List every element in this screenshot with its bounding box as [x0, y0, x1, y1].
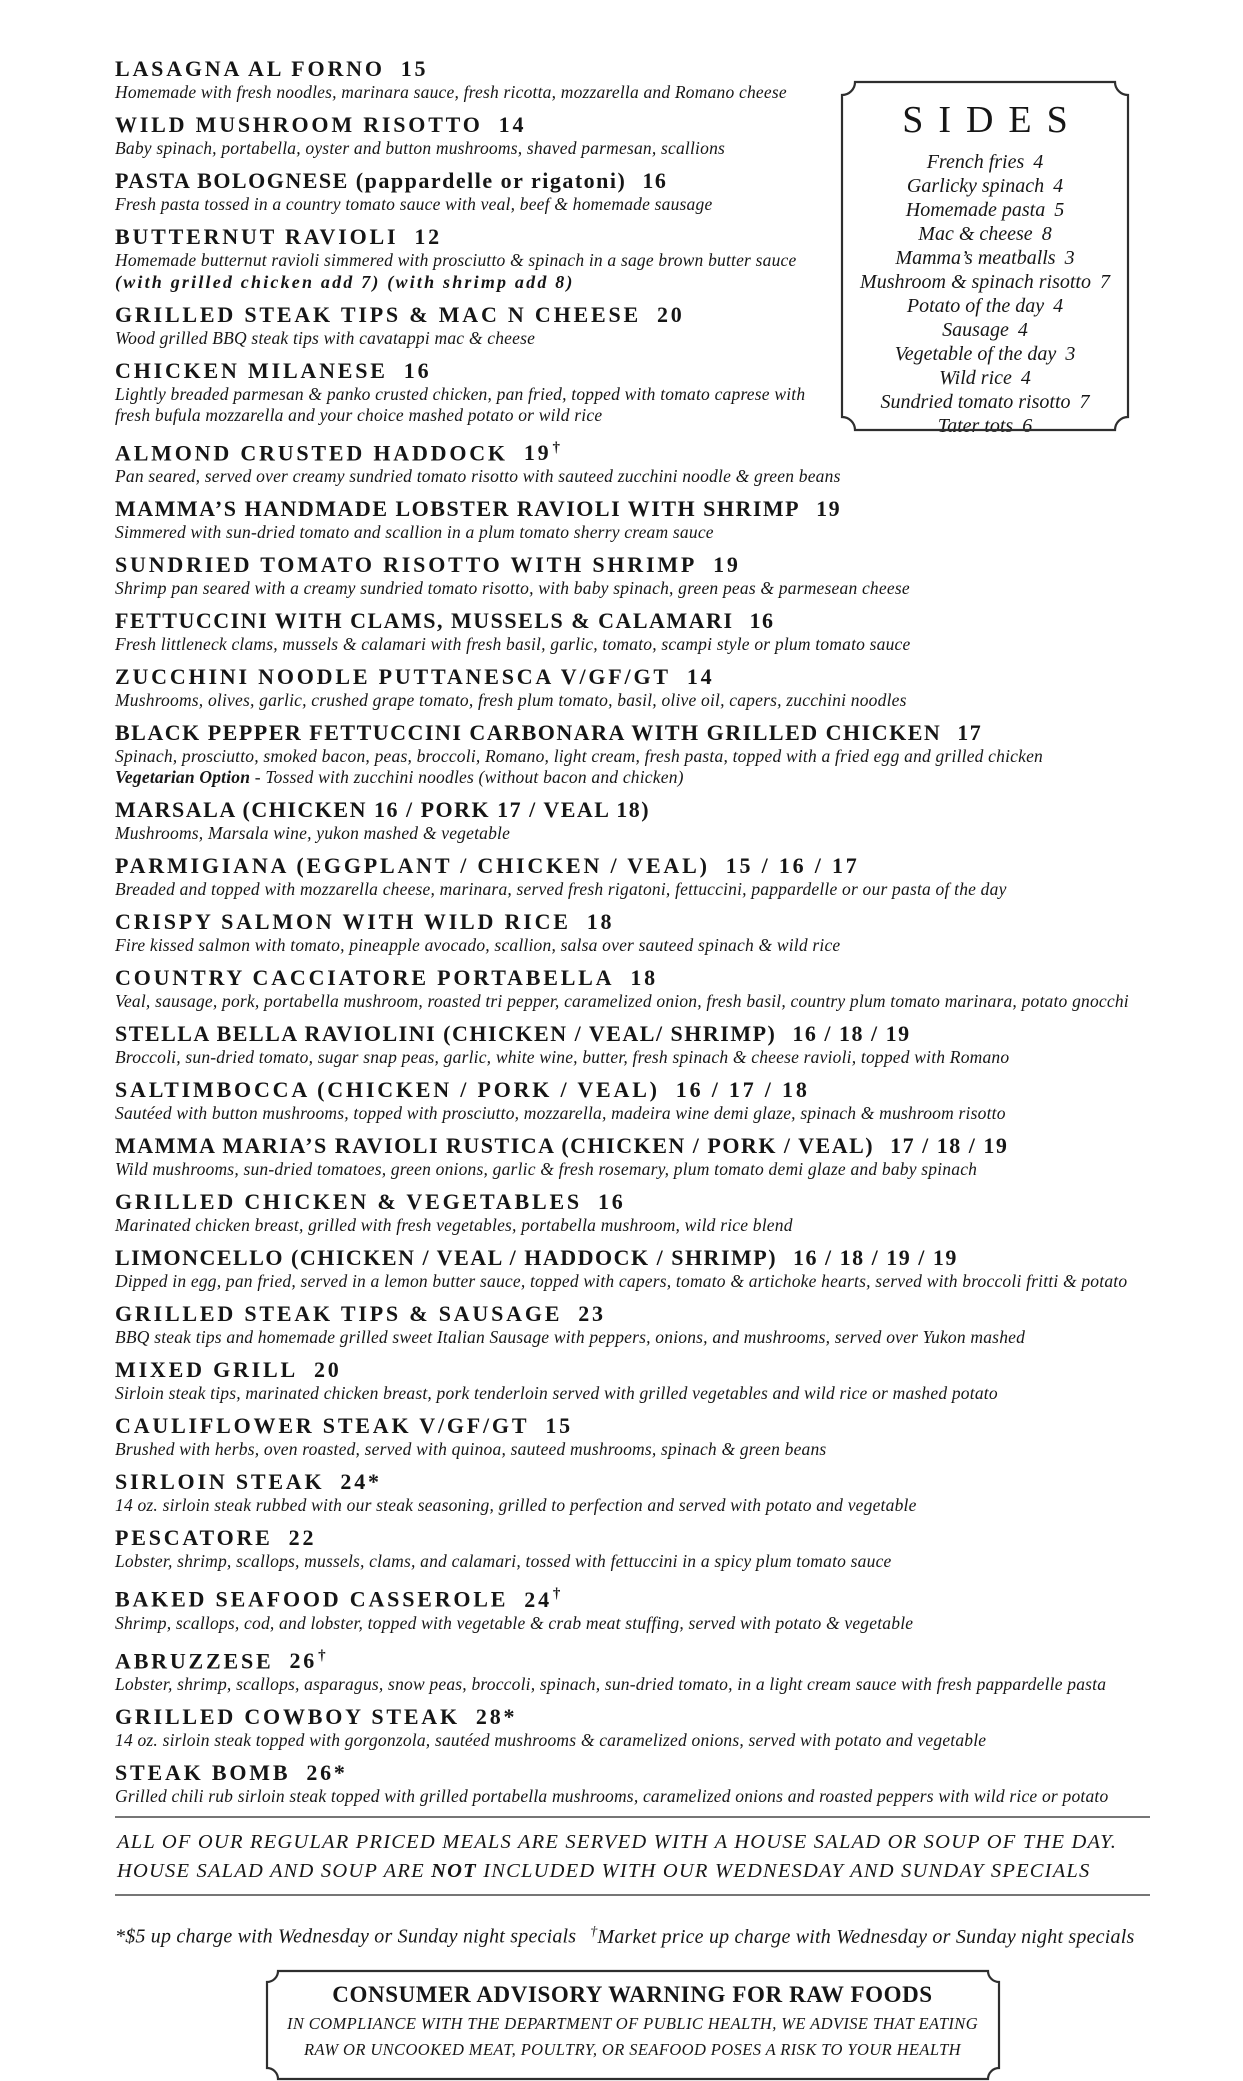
- item-name: LIMONCELLO (CHICKEN / VEAL / HADDOCK / SHRIMP): [115, 1245, 778, 1271]
- policy-line-1: ALL OF OUR REGULAR PRICED MEALS ARE SERVED WITH A HOUSE SALAD OR SOUP OF THE DAY.: [117, 1830, 1118, 1853]
- side-label: Homemade pasta: [905, 199, 1046, 221]
- side-label: Sundried tomato risotto: [880, 391, 1071, 413]
- item-price: 16: [642, 168, 668, 193]
- item-price: 15: [545, 1413, 573, 1439]
- menu-item: [115, 720, 1150, 788]
- item-name-price: [115, 358, 1150, 384]
- item-name-price: [115, 1704, 1150, 1730]
- item-name: CHICKEN MILANESE: [115, 358, 388, 383]
- item-description: Breaded and topped with mozzarella cheese, marinara, served fresh rigatoni, fettuccini, pappardelle or our pasta of the day: [115, 879, 1007, 900]
- side-label: Mac & cheese: [918, 223, 1033, 245]
- item-name: MIXED GRILL: [115, 1357, 298, 1383]
- side-price: 4: [1053, 295, 1064, 317]
- menu-item: [115, 302, 1150, 349]
- menu-item: [115, 552, 1150, 599]
- item-description: Broccoli, sun-dried tomato, sugar snap peas, garlic, white wine, butter, fresh spinach & cheese ravioli, topped with Romano: [115, 1047, 1010, 1068]
- side-price: 4: [1020, 367, 1031, 389]
- sides-title: SIDES: [902, 99, 1083, 141]
- side-label: Potato of the day: [906, 295, 1045, 317]
- item-name: SIRLOIN STEAK: [115, 1469, 325, 1495]
- menu-item: [115, 1760, 1150, 1807]
- policy-not-bold: NOT: [431, 1859, 477, 1882]
- policy-line-2: HOUSE SALAD AND SOUP ARE NOT INCLUDED WITH OUR WEDNESDAY AND SUNDAY SPECIALS: [117, 1859, 1091, 1882]
- item-description: Mushrooms, olives, garlic, crushed grape tomato, fresh plum tomato, basil, olive oil, capers, zucchini noodles: [115, 690, 907, 711]
- menu-item: [115, 965, 1150, 1012]
- item-description: Wood grilled BBQ steak tips with cavatappi mac & cheese: [115, 328, 536, 348]
- item-price: 17 / 18 / 19: [890, 1133, 1009, 1159]
- menu-item: [115, 1133, 1150, 1180]
- dagger-mark: †: [590, 1923, 598, 1939]
- item-price: 12: [414, 224, 442, 249]
- item-description: Fire kissed salmon with tomato, pineapple avocado, scallion, salsa over sauteed spinach & wild rice: [115, 935, 841, 956]
- menu-item: [115, 1021, 1150, 1068]
- item-name: PARMIGIANA (EGGPLANT / CHICKEN / VEAL): [115, 853, 710, 879]
- item-name: CAULIFLOWER STEAK V/GF/GT: [115, 1413, 530, 1439]
- menu-item: [115, 1189, 1150, 1236]
- side-label: Wild rice: [939, 367, 1012, 389]
- item-name-price: [115, 1133, 1150, 1159]
- menu-item: [115, 853, 1150, 900]
- item-description: Simmered with sun-dried tomato and scallion in a plum tomato sherry cream sauce: [115, 522, 714, 543]
- item-name-price: [115, 1525, 1150, 1551]
- item-name: WILD MUSHROOM RISOTTO: [115, 112, 483, 137]
- menu-item: [115, 358, 1150, 426]
- item-name-price: [115, 435, 1150, 466]
- menu-item: [115, 1581, 1150, 1633]
- item-price: 20: [314, 1357, 342, 1383]
- menu-item: [115, 608, 1150, 655]
- side-label: Vegetable of the day: [894, 343, 1057, 365]
- menu-item: [115, 1525, 1150, 1572]
- menu-item: [115, 112, 1150, 159]
- item-description: Lobster, shrimp, scallops, mussels, clams, and calamari, tossed with fettuccini in a spicy plum tomato sauce: [115, 1551, 892, 1572]
- item-description: Homemade butternut ravioli simmered with prosciutto & spinach in a sage brown butter sauce: [115, 250, 797, 270]
- item-name: BUTTERNUT RAVIOLI: [115, 224, 399, 249]
- item-description: Lobster, shrimp, scallops, asparagus, snow peas, broccoli, spinach, sun-dried tomato, in a light cream sauce with fresh pappardelle pasta: [115, 1673, 1107, 1694]
- side-price: 6: [1022, 415, 1033, 437]
- item-addon-note: (with grilled chicken add 7) (with shrimp add 8): [115, 272, 575, 292]
- item-name: PASTA BOLOGNESE (pappardelle or rigatoni): [115, 168, 627, 193]
- item-price: 26: [289, 1647, 318, 1673]
- item-price: 24: [524, 1586, 552, 1612]
- item-description: Shrimp, scallops, cod, and lobster, topped with vegetable & crab meat stuffing, served with potato & vegetable: [115, 1612, 914, 1633]
- menu-item: [115, 909, 1150, 956]
- item-price: 14: [686, 664, 715, 690]
- item-description: Fresh pasta tossed in a country tomato sauce with veal, beef & homemade sausage: [115, 194, 713, 214]
- item-price: 20: [656, 302, 685, 327]
- item-price: 22: [288, 1525, 317, 1551]
- upcharge-footnote: [115, 1920, 1150, 1949]
- item-name: FETTUCCINI WITH CLAMS, MUSSELS & CALAMARI: [115, 608, 734, 634]
- item-price: 16 / 18 / 19 / 19: [793, 1245, 958, 1271]
- advisory-box: [265, 1969, 1001, 2081]
- menu-main-column: [115, 56, 1150, 2081]
- item-name-price: [115, 1643, 1150, 1674]
- menu-item: [115, 1469, 1150, 1516]
- item-description: 14 oz. sirloin steak rubbed with our steak seasoning, grilled to perfection and served with potato and vegetable: [115, 1495, 917, 1516]
- item-description: Mushrooms, Marsala wine, yukon mashed & vegetable: [115, 823, 511, 844]
- item-name-price: [115, 965, 1150, 991]
- side-price: 3: [1064, 247, 1075, 269]
- item-price: 28*: [475, 1703, 518, 1729]
- item-name: MAMMA MARIA’S RAVIOLI RUSTICA (CHICKEN / PORK / VEAL): [115, 1133, 875, 1159]
- item-name-price: [115, 720, 1150, 746]
- advisory-line-1: IN COMPLIANCE WITH THE DEPARTMENT OF PUBLIC HEALTH, WE ADVISE THAT EATING: [286, 2013, 979, 2033]
- menu-item: [115, 1245, 1150, 1292]
- item-description: Homemade with fresh noodles, marinara sauce, fresh ricotta, mozzarella and Romano cheese: [115, 82, 787, 102]
- item-description: Sirloin steak tips, marinated chicken breast, pork tenderloin served with grilled vegetables and wild rice or mashed potato: [115, 1383, 998, 1404]
- advisory-box-frame: [265, 1969, 1001, 2081]
- item-name-price: [115, 112, 1150, 138]
- side-price: 3: [1065, 343, 1076, 365]
- item-description: Grilled chili rub sirloin steak topped with grilled portabella mushrooms, caramelized onions and roasted peppers with wild rice or potato: [115, 1785, 1109, 1806]
- item-price: 18: [630, 965, 658, 991]
- item-price: 15: [400, 56, 429, 81]
- item-description: Brushed with herbs, oven roasted, served with quinoa, sauteed mushrooms, spinach & green beans: [115, 1439, 827, 1460]
- item-name: GRILLED CHICKEN & VEGETABLES: [115, 1189, 582, 1215]
- item-description: Fresh littleneck clams, mussels & calamari with fresh basil, garlic, tomato, scampi style or plum tomato sauce: [115, 634, 911, 655]
- item-price: 16: [597, 1189, 626, 1215]
- item-name-price: [115, 909, 1150, 935]
- item-name: GRILLED STEAK TIPS & MAC N CHEESE: [115, 302, 641, 327]
- side-price: 7: [1079, 391, 1090, 413]
- item-description: Marinated chicken breast, grilled with fresh vegetables, portabella mushroom, wild rice blend: [115, 1215, 793, 1236]
- menu-item: [115, 224, 1150, 293]
- item-name: ABRUZZESE: [115, 1647, 274, 1673]
- item-name-price: [115, 1413, 1150, 1439]
- menu-item: [115, 1643, 1150, 1695]
- item-name-price: [115, 302, 1150, 328]
- menu-item: [115, 56, 1150, 103]
- item-name: ZUCCHINI NOODLE PUTTANESCA V/GF/GT: [115, 664, 671, 690]
- item-price: 16: [403, 358, 432, 383]
- item-name-price: [115, 168, 1150, 194]
- item-name: BAKED SEAFOOD CASSEROLE: [115, 1586, 509, 1612]
- menu-item: [115, 1357, 1150, 1404]
- item-price: 19: [523, 440, 552, 466]
- side-label: Mamma’s meatballs: [895, 247, 1056, 269]
- item-description-option: Vegetarian Option - Tossed with zucchini noodles (without bacon and chicken): [115, 767, 684, 788]
- side-price: 4: [1033, 151, 1044, 173]
- item-name-price: [115, 1077, 1150, 1103]
- advisory-line-2: RAW OR UNCOOKED MEAT, POULTRY, OR SEAFOOD POSES A RISK TO YOUR HEALTH: [303, 2039, 962, 2059]
- item-name: STELLA BELLA RAVIOLINI (CHICKEN / VEAL/ SHRIMP): [115, 1021, 777, 1047]
- side-label: Sausage: [942, 319, 1009, 341]
- side-price: 4: [1017, 319, 1028, 341]
- item-price: 19: [713, 552, 741, 578]
- item-name-price: [115, 496, 1150, 522]
- item-name: SALTIMBOCCA (CHICKEN / PORK / VEAL): [115, 1077, 660, 1103]
- item-description: Lightly breaded parmesan & panko crusted chicken, pan fried, topped with tomato caprese with fresh bufula mozzarella and your choice mashed potato or wild rice: [115, 384, 806, 425]
- item-price: 17: [957, 720, 983, 746]
- side-label: French fries: [926, 151, 1025, 173]
- item-name: GRILLED STEAK TIPS & SAUSAGE: [115, 1301, 563, 1327]
- item-name: BLACK PEPPER FETTUCCINI CARBONARA WITH GRILLED CHICKEN: [115, 720, 942, 746]
- item-description: Pan seared, served over creamy sundried tomato risotto with sauteed zucchini noodle & green beans: [115, 466, 841, 487]
- item-description: BBQ steak tips and homemade grilled sweet Italian Sausage with peppers, onions, and mushrooms, served over Yukon mashed: [115, 1327, 1026, 1348]
- item-name-price: [115, 552, 1150, 578]
- item-price: 15 / 16 / 17: [725, 853, 860, 879]
- menu-item: [115, 1301, 1150, 1348]
- item-name: SUNDRIED TOMATO RISOTTO WITH SHRIMP: [115, 552, 698, 578]
- item-price-mark: †: [552, 1586, 561, 1603]
- policy-note: [115, 1818, 1150, 1894]
- item-name-price: [115, 1189, 1150, 1215]
- menu-item: [115, 168, 1150, 215]
- side-price: 7: [1099, 271, 1110, 293]
- item-name: MAMMA’S HANDMADE LOBSTER RAVIOLI WITH SHRIMP: [115, 496, 801, 522]
- menu-item: [115, 435, 1150, 487]
- menu-item: [115, 1704, 1150, 1751]
- item-name-price: [115, 608, 1150, 634]
- item-name-price: [115, 797, 1150, 823]
- menu-item: [115, 496, 1150, 543]
- menu-item: [115, 797, 1150, 844]
- item-price: 16 / 17 / 18: [675, 1077, 810, 1103]
- side-label: Mushroom & spinach risotto: [860, 271, 1091, 293]
- item-price: 24*: [340, 1469, 382, 1495]
- item-description: 14 oz. sirloin steak topped with gorgonzola, sautéed mushrooms & caramelized onions, served with potato and vegetable: [115, 1729, 987, 1750]
- item-name: MARSALA (CHICKEN 16 / PORK 17 / VEAL 18): [115, 797, 651, 823]
- item-name-price: [115, 1357, 1150, 1383]
- item-name: PESCATORE: [115, 1525, 273, 1551]
- item-name: GRILLED COWBOY STEAK: [115, 1703, 460, 1729]
- vegetarian-option-label: Vegetarian Option: [115, 767, 251, 788]
- item-name-price: [115, 1245, 1150, 1271]
- side-price: 4: [1053, 175, 1064, 197]
- menu-item: [115, 1077, 1150, 1124]
- item-name: LASAGNA AL FORNO: [115, 56, 385, 81]
- item-name-price: [115, 1760, 1150, 1786]
- item-name-price: [115, 1581, 1150, 1612]
- item-name-price: [115, 56, 1150, 82]
- item-name: ALMOND CRUSTED HADDOCK: [115, 440, 508, 466]
- item-description: Wild mushrooms, sun-dried tomatoes, green onions, garlic & fresh rosemary, plum tomato demi glaze and baby spinach: [115, 1159, 978, 1180]
- item-name: STEAK BOMB: [115, 1759, 291, 1785]
- item-name-price: [115, 1301, 1150, 1327]
- menu-item-list: [115, 56, 1150, 1807]
- item-description: Spinach, prosciutto, smoked bacon, peas, broccoli, Romano, light cream, fresh pasta, topped with a fried egg and grilled chicken: [115, 746, 1044, 767]
- menu-item: [115, 1413, 1150, 1460]
- item-price: 19: [816, 496, 842, 522]
- item-price: 14: [498, 112, 527, 137]
- item-name-price: [115, 224, 1150, 250]
- item-name: COUNTRY CACCIATORE PORTABELLA: [115, 965, 615, 991]
- item-name-price: [115, 1469, 1150, 1495]
- side-price: 8: [1041, 223, 1052, 245]
- item-name-price: [115, 853, 1150, 879]
- item-price: 23: [578, 1301, 606, 1327]
- item-description: Veal, sausage, pork, portabella mushroom, roasted tri pepper, caramelized onion, fresh basil, country plum tomato marinara, potato gnocchi: [115, 991, 1129, 1012]
- side-label: Garlicky spinach: [906, 175, 1045, 197]
- item-description: Sautéed with button mushrooms, topped with prosciutto, mozzarella, madeira wine demi glaze, spinach & mushroom risotto: [115, 1103, 1006, 1124]
- item-price: 18: [586, 909, 615, 935]
- side-label: Tater tots: [937, 415, 1014, 437]
- policy-rule-bottom: [115, 1894, 1150, 1896]
- item-price: 16 / 18 / 19: [792, 1021, 911, 1047]
- item-description: Dipped in egg, pan fried, served in a lemon butter sauce, topped with capers, tomato & artichoke hearts, served with broccoli fritti & potato: [115, 1271, 1128, 1292]
- menu-item: [115, 664, 1150, 711]
- item-description: Baby spinach, portabella, oyster and button mushrooms, shaved parmesan, scallions: [115, 138, 726, 158]
- item-name-price: [115, 1021, 1150, 1047]
- footnote-star: *$5 up charge with Wednesday or Sunday night specials: [115, 1925, 577, 1948]
- item-description: Shrimp pan seared with a creamy sundried tomato risotto, with baby spinach, green peas & parmesean cheese: [115, 578, 910, 599]
- item-name: CRISPY SALMON WITH WILD RICE: [115, 909, 571, 935]
- item-price-mark: †: [318, 1647, 326, 1664]
- item-price: 16: [749, 608, 775, 634]
- footnote-dagger: †Market price up charge with Wednesday or Sunday night specials: [590, 1923, 1135, 1948]
- item-price: 26*: [306, 1759, 348, 1785]
- side-price: 5: [1054, 199, 1065, 221]
- item-name-price: [115, 664, 1150, 690]
- advisory-title: CONSUMER ADVISORY WARNING FOR RAW FOODS: [332, 1981, 933, 2007]
- item-price-mark: †: [552, 440, 560, 456]
